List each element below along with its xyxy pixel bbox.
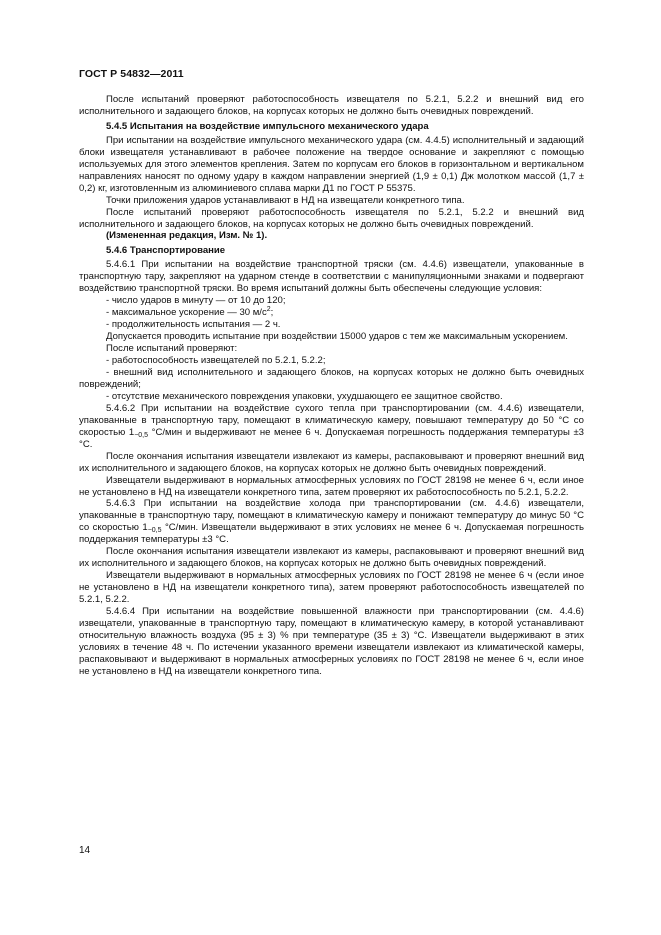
paragraph: Извещатели выдерживают в нормальных атмосферных условиях по ГОСТ 28198 не менее 6 ч (если иное не установлено в НД на извещатели конкретного типа), затем проверяют работоспособность извещателей по 5.2.1, 5.2.2. [79,570,584,606]
document-body [79,94,584,678]
paragraph: Извещатели выдерживают в нормальных атмосферных условиях по ГОСТ 28198 не менее 6 ч, если иное не установлено в НД на извещатели конкретного типа, затем проверяют их работоспособность по 5.2.1, 5.2.2. [79,474,584,498]
list-item: - работоспособность извещателей по 5.2.1, 5.2.2; [106,355,326,367]
list-item: - число ударов в минуту — от 10 до 120; [106,295,286,307]
paragraph-text: °С/мин. Извещатели выдерживают в этих условиях не менее 6 ч. Допускаемая погрешность поддержания температуры ±3 °С. [79,522,584,546]
paragraph: После окончания испытания извещатели извлекают из камеры, распаковывают и проверяют внешний вид их исполнительного и задающего блоков, на корпусах которых не должно быть очевидных повреждений. [79,546,584,570]
paragraph: После испытаний проверяют работоспособность извещателя по 5.2.1, 5.2.2 и внешний вид его исполнительного и задающего блоков, на корпусах которых не должно быть очевидных повреждений. [79,94,584,117]
section-heading-5-4-5: 5.4.5 Испытания на воздействие импульсного механического удара [106,120,429,132]
document-header: ГОСТ Р 54832—2011 [79,68,184,80]
paragraph: При испытании на воздействие импульсного механического удара (см. 4.4.5) исполнительный и задающий блоки извещателя устанавливают в рабочее положение на твердое основание и закрепляют с помощью используемых для этого элементов крепления. Затем по корпусам его блоков в горизонтальном и вертикальном направлениях наносят по одному удару в каждом направлении энергией (1,9 ± 0,1) Дж молотком массой (1,7 ± 0,2) кг, изготовленным из алюминиевого сплава марки Д1 по ГОСТ Р 55375. [79,134,584,194]
paragraph: Допускается проводить испытание при воздействии 15000 ударов с тем же максимальным ускорением. [106,331,568,343]
paragraph: После окончания испытания извещатели извлекают из камеры, распаковывают и проверяют внешний вид их исполнительного и задающего блоков, на корпусах которых не должно быть очевидных повреждений. [79,450,584,474]
paragraph-text: °С/мин и выдерживают не менее 6 ч. Допускаемая погрешность поддержания температуры ±3 °С. [79,426,584,450]
list-item-text: - максимальное ускорение — 30 м/с [106,307,267,319]
paragraph [79,403,584,451]
subscript: −0,5 [147,527,162,535]
superscript: 2 [266,306,271,314]
paragraph-text: 5.4.6.2 При испытании на воздействие сухого тепла при транспортировании (см. 4.4.6) извещатели, упакованные в транспортную тару, помещают в климатическую камеру, повышают температуру до 50 °С со скоростью 1 [79,402,584,438]
paragraph: После испытаний проверяют работоспособность извещателя по 5.2.1, 5.2.2 и внешний вид исполнительного и задающего блоков, на корпусах которых не должно быть очевидных повреждений. [79,206,584,230]
section-heading-5-4-6: 5.4.6 Транспортирование [106,245,226,257]
list-item [79,307,584,319]
page-number: 14 [79,845,91,856]
list-item-end: ; [270,307,274,319]
list-item: - отсутствие механического повреждения упаковки, ухудшающего ее защитное свойство. [106,390,503,402]
paragraph: После испытаний проверяют: [106,343,238,355]
paragraph [79,498,584,546]
subscript: −0,5 [134,431,149,439]
paragraph: 5.4.6.4 При испытании на воздействие повышенной влажности при транспортировании (см. 4.4.6) извещатели, упакованные в транспортную тару, помещают в климатическую камеру, в которой устанавливают относительную влажность воздуха (95 ± 3) % при температуре (35 ± 3) °С. Извещатели выдерживают в этих условиях в течение 48 ч. По истечении указанного времени извещатели извлекают из климатической камеры, распаковывают и выдерживают в нормальных атмосферных условиях по ГОСТ 28198 не менее 6 ч, если иное не установлено в НД на извещатели конкретного типа. [79,606,584,677]
paragraph: Точки приложения ударов устанавливают в НД на извещатели конкретного типа. [106,194,465,206]
paragraph-text: 5.4.6.3 При испытании на воздействие холода при транспортировании (см. 4.4.6) извещатели, упакованные в транспортную тару, помещают в климатическую камеру и понижают температуру до минус 50 °С со скоростью 1 [79,498,584,534]
list-item: - внешний вид исполнительного и задающего блоков, на корпусах которых не должно быть очевидных повреждений; [79,366,584,390]
paragraph: 5.4.6.1 При испытании на воздействие транспортной тряски (см. 4.4.6) извещатели, упакованные в транспортную тару, закрепляют на ударном стенде в соответствии с манипуляционными знаками и подвергают воздействию транспортной тряски. Во время испытаний должны быть обеспечены следующие условия: [79,259,584,295]
list-item: - продолжительность испытания — 2 ч. [106,319,281,331]
amendment-note: (Измененная редакция, Изм. № 1). [106,230,268,242]
